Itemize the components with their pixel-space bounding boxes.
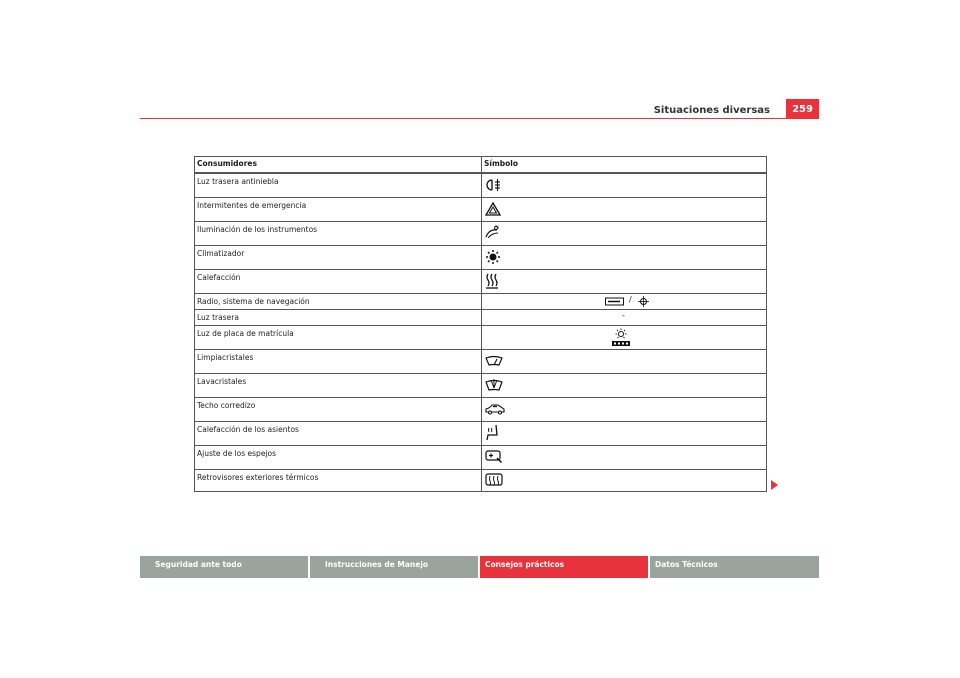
symbol-cell	[482, 350, 766, 373]
column-header-symbol: Símbolo	[484, 159, 519, 168]
table-row	[195, 198, 766, 222]
table-row	[195, 222, 766, 246]
tab-datos[interactable]: Datos Técnicos	[650, 556, 819, 578]
navigation-icon	[638, 296, 649, 307]
footer-navigation	[140, 556, 819, 578]
table-row	[195, 294, 766, 310]
consumer-label: Luz trasera	[197, 313, 239, 322]
table-row	[195, 470, 766, 491]
tab-consejos[interactable]: Consejos prácticos	[480, 556, 648, 578]
column-header-consumers: Consumidores	[197, 159, 257, 168]
table-row	[195, 326, 766, 350]
symbol-cell	[482, 246, 766, 269]
consumer-label: Intermitentes de emergencia	[197, 201, 307, 210]
symbol-cell	[482, 294, 766, 309]
hazard-warning-icon	[485, 202, 501, 216]
mirror-adjustment-icon	[485, 450, 503, 464]
climate-control-icon	[485, 249, 501, 265]
rear-fog-light-icon	[485, 178, 501, 192]
symbol-cell	[482, 198, 766, 221]
consumer-label: Calefacción de los asientos	[197, 425, 299, 434]
consumer-label: Radio, sistema de navegación	[197, 297, 310, 306]
symbol-cell	[482, 398, 766, 421]
symbol-cell	[482, 270, 766, 293]
symbol-separator: /	[629, 295, 632, 304]
symbol-cell	[482, 222, 766, 245]
consumer-label: Climatizador	[197, 249, 245, 258]
symbol-cell	[482, 326, 766, 349]
symbol-cell	[482, 422, 766, 445]
table-row	[195, 270, 766, 294]
consumer-label: Luz trasera antiniebla	[197, 177, 279, 186]
table-row	[195, 446, 766, 470]
radio-navigation-icon	[605, 297, 625, 306]
table-row	[195, 374, 766, 398]
symbol-cell	[482, 310, 766, 325]
seat-heating-icon	[485, 424, 501, 442]
table-row	[195, 422, 766, 446]
consumer-label: Retrovisores exteriores térmicos	[197, 473, 319, 482]
table-row	[195, 398, 766, 422]
tab-instrucciones[interactable]: Instrucciones de Manejo	[310, 556, 478, 578]
table-row	[195, 246, 766, 270]
consumers-table	[194, 156, 767, 492]
symbol-cell	[482, 374, 766, 397]
symbol-cell	[482, 446, 766, 469]
heating-icon	[485, 273, 499, 289]
symbol-cell	[482, 174, 766, 197]
table-row	[195, 310, 766, 326]
consumer-label: Luz de placa de matrícula	[197, 329, 294, 338]
consumer-label: Techo corredizo	[197, 401, 256, 410]
instrument-lighting-icon	[485, 225, 501, 239]
heated-mirrors-icon	[485, 473, 503, 487]
table-row	[195, 350, 766, 374]
section-title: Situaciones diversas	[653, 105, 770, 116]
header-rule	[140, 118, 819, 119]
consumer-label: Iluminación de los instrumentos	[197, 225, 318, 234]
tab-seguridad[interactable]: Seguridad ante todo	[140, 556, 308, 578]
licence-plate-light-icon	[611, 328, 631, 347]
symbol-placeholder: -	[622, 311, 625, 320]
symbol-cell	[482, 470, 766, 491]
windscreen-wiper-icon	[485, 355, 503, 367]
consumer-label: Ajuste de los espejos	[197, 449, 277, 458]
sunroof-icon	[485, 403, 505, 415]
page-number: 259	[786, 99, 819, 118]
table-row	[195, 174, 766, 198]
consumer-label: Limpiacristales	[197, 353, 254, 362]
consumer-label: Lavacristales	[197, 377, 247, 386]
consumer-label: Calefacción	[197, 273, 241, 282]
windscreen-washer-icon	[485, 377, 503, 391]
next-page-arrow-icon[interactable]	[771, 480, 778, 490]
